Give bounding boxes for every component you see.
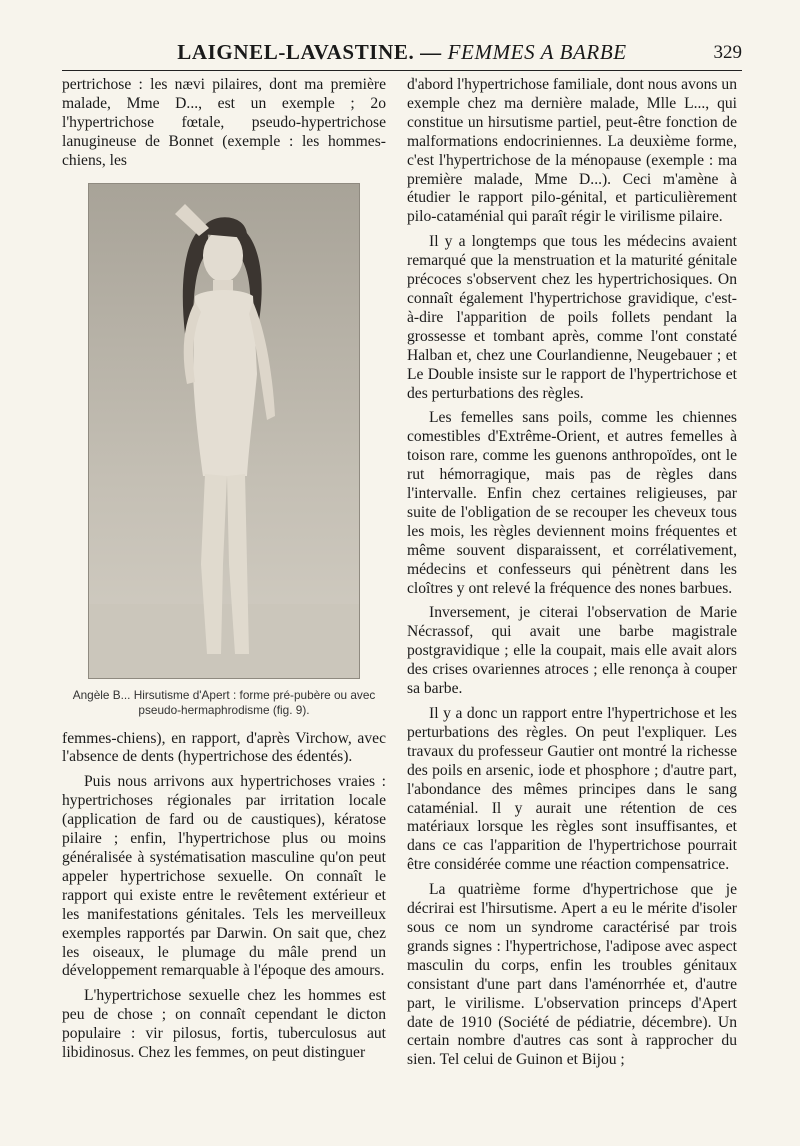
paragraph: Il y a longtemps que tous les médecins avaient remarqué que la menstruation et la maturité génitale précoces s'observent chez les hypertrichosiques. On connaît également l'hypertrichose gravidique, c'est-à-dire l'apparition de poils follets pendant la grossesse et tombant après, comme l'ont constaté Halban et, chez une Courlandienne, Neugebauer ; et Le Double insiste sur le rapport de l'hypertrichose et des perturbations des règles. — [407, 233, 737, 402]
paragraph: Les femelles sans poils, comme les chiennes comestibles d'Extrême-Orient, et autres femelles à toison rare, comme les guenons anthropoïdes, ont le rut hémorragique, mais pas de règles dans l'intervalle. Enfin chez certaines religieuses, par suite de l'obligation de se recouper les cheveux tous les mois, les règles deviennent moins fréquentes et même souvent disparaissent, et corrélativement, médecins et confesseurs qui pénètrent dans les cloîtres y ont relevé la fréquence des nones barbues. — [407, 409, 737, 597]
running-title — [62, 40, 742, 65]
paragraph: Inversement, je citerai l'observation de Marie Nécrassof, qui avait une barbe magistrale postgravidique ; elle la coupait, mais elle avait alors des crises ovariennes atroces ; elle renonça à couper sa barbe. — [407, 604, 737, 698]
left-column — [62, 76, 386, 1063]
paragraph: femmes-chiens), en rapport, d'après Virchow, avec l'absence de dents (hypertrichose des édentés). — [62, 729, 386, 766]
paragraph: L'hypertrichose sexuelle chez les hommes est peu de chose ; on connaît cependant le dicton populaire : vir pilosus, fortis, tuberculosus aut libidinosus. Chez les femmes, on peut distinguer — [62, 987, 386, 1062]
running-header — [62, 40, 742, 71]
paragraph: Puis nous arrivons aux hypertrichoses vraies : hypertrichoses régionales par irritation locale (application de fard ou de caustiques), kératose pilaire ; enfin, l'hypertrichose plus ou moins généralisée à systématisation masculine qu'on peut appeler hypertrichose sexuelle. On connaît le rapport qui existe entre le revêtement extérieur et les manifestations génitales. Tels les merveilleux exemples rapportés par Darwin. On sait que, chez les oiseaux, le plumage du mâle prend un développement remarquable à l'époque des amours. — [62, 773, 386, 980]
page-number: 329 — [713, 42, 742, 63]
right-column — [407, 76, 737, 1070]
paragraph: La quatrième forme d'hypertrichose que je décrirai est l'hirsutisme. Apert a eu le mérite d'isoler sous ce nom un syndrome caractérisé par trois grands signes : l'hypertrichose, l'adipose avec aspect masculin du corps, enfin les troubles génitaux consistant d'une part dans l'aménorrhée et, d'autre part, le virilisme. L'observation princeps d'Apert date de 1910 (Société de pédiatrie, décembre). Un certain nombre d'autres cas sont à rapprocher du sien. Tel celui de Guinon et Bijou ; — [407, 881, 737, 1069]
title-subject: FEMMES A BARBE — [447, 40, 627, 64]
figure-photo — [88, 183, 360, 679]
paragraph: pertrichose : les nævi pilaires, dont ma première malade, Mme D..., est un exemple ; 2o l'hypertrichose fœtale, pseudo-hypertrichose lanugineuse de Bonnet (exemple : les hommes-chiens, les — [62, 76, 386, 169]
paragraph: d'abord l'hypertrichose familiale, dont nous avons un exemple chez ma dernière malade, Mlle L..., qui constitue un hirsutisme partiel, peut-être fonction de malformations endocriniennes. La deuxième forme, c'est l'hypertrichose de la ménopause (exemple : ma première malade, Mme D...). Ceci m'amène à étudier le rapport pilo-génital, et particulièrement pilo-cataménial qui paraît régir le virilisme pilaire. — [407, 76, 737, 226]
figure — [62, 183, 386, 718]
paragraph: Il y a donc un rapport entre l'hypertrichose et les perturbations des règles. On peut l'expliquer. Les travaux du professeur Gautier ont montré la richesse des poils en arsenic, iode et phosphore ; d'autre part, l'abondance des mêmes principes dans le sang cataménial. Il y aurait une rétention de ces matériaux lorsque les règles sont insuffisantes, et dans ce cas l'apparition de l'hypertrichose pourrait être considérée comme une réaction compensatrice. — [407, 705, 737, 874]
title-author: LAIGNEL-LAVASTINE. — — [177, 40, 442, 64]
figure-caption: Angèle B... Hirsutisme d'Apert : forme pré-pubère ou avec pseudo-hermaphrodisme (fig. 9). — [72, 687, 376, 717]
